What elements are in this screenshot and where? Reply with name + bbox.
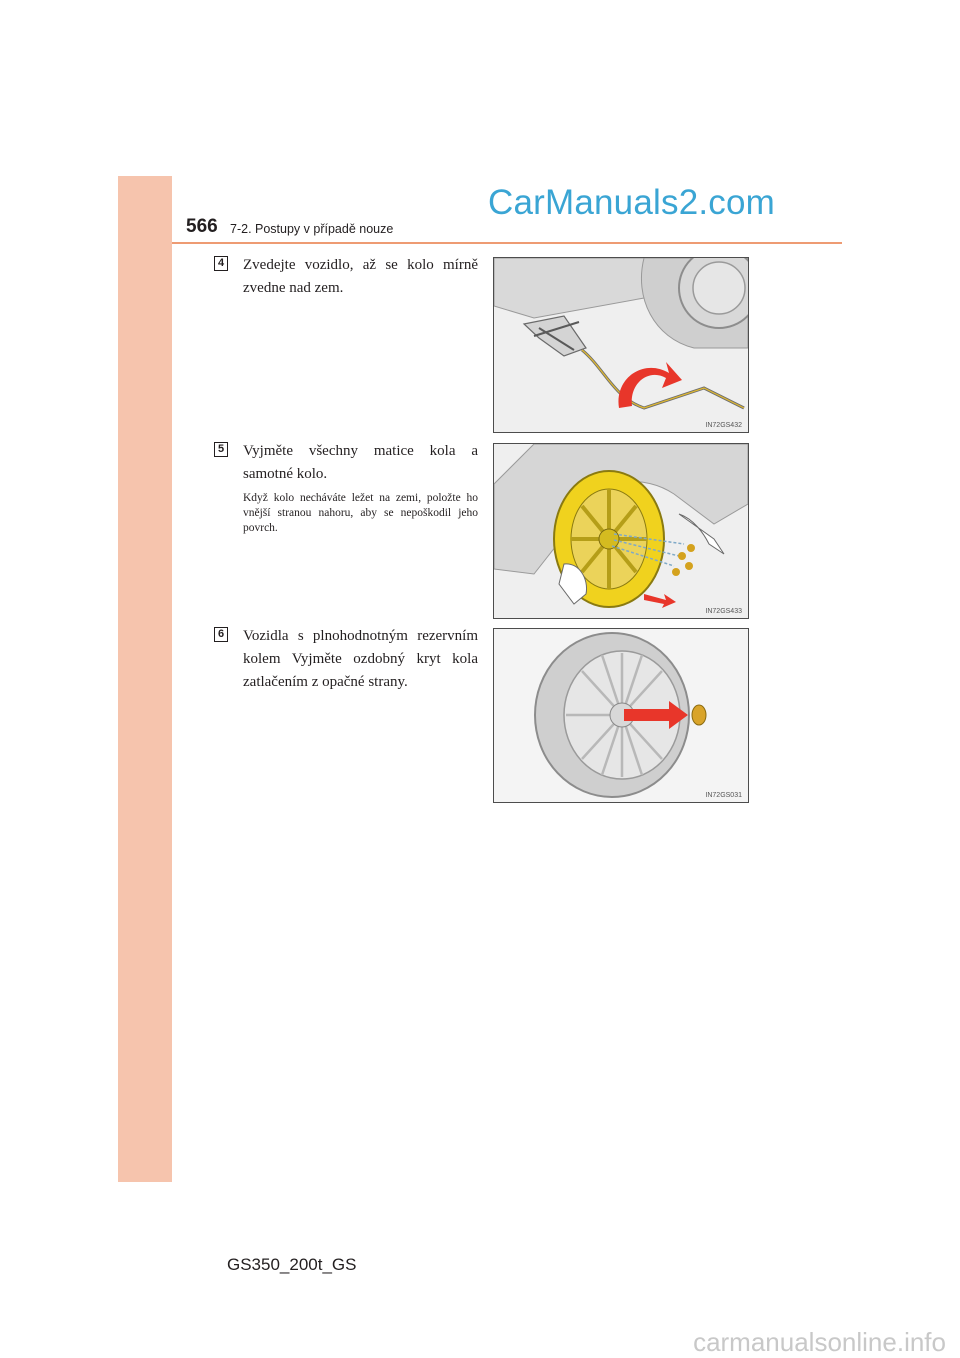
- header-divider: [172, 242, 842, 244]
- figure-remove-wheel: [493, 443, 749, 619]
- step-number-6: 6: [214, 627, 228, 642]
- figure-code: IN72GS432: [705, 422, 742, 429]
- figure-jack-raise: [493, 257, 749, 433]
- model-code: GS350_200t_GS: [227, 1255, 357, 1274]
- watermark-logo[interactable]: CarManuals2.com: [488, 183, 775, 222]
- step-6-text: Vozidla s plnohodnotným rezervním kolem Vyjměte ozdobný kryt kola zatlačením z opačné strany.: [243, 628, 478, 690]
- figure-wheel-cap: [493, 628, 749, 803]
- wheel-cap-illustration: [494, 629, 748, 802]
- step-number-5: 5: [214, 442, 228, 457]
- wheel-removal-illustration: [494, 444, 748, 618]
- jack-illustration: [494, 258, 748, 432]
- figure-code: IN72GS031: [705, 792, 742, 799]
- figure-code: IN72GS433: [705, 608, 742, 615]
- step-4-text: Zvedejte vozidlo, až se kolo mírně zvedne nad zem.: [243, 257, 478, 296]
- footer-watermark[interactable]: carmanualsonline.info: [693, 1327, 946, 1357]
- step-5-text: Vyjměte všechny matice kola a samotné kolo.: [243, 443, 478, 482]
- section-title: 7-2. Postupy v případě nouze: [230, 222, 394, 236]
- step-5-note: Když kolo necháváte ležet na zemi, položte ho vnější stranou nahoru, aby se nepoškodil jeho povrch.: [243, 492, 478, 534]
- page-number: 566: [186, 216, 218, 237]
- hub-cap-icon: [692, 705, 706, 725]
- chapter-sidebar: [118, 176, 172, 1182]
- step-number-4: 4: [214, 256, 228, 271]
